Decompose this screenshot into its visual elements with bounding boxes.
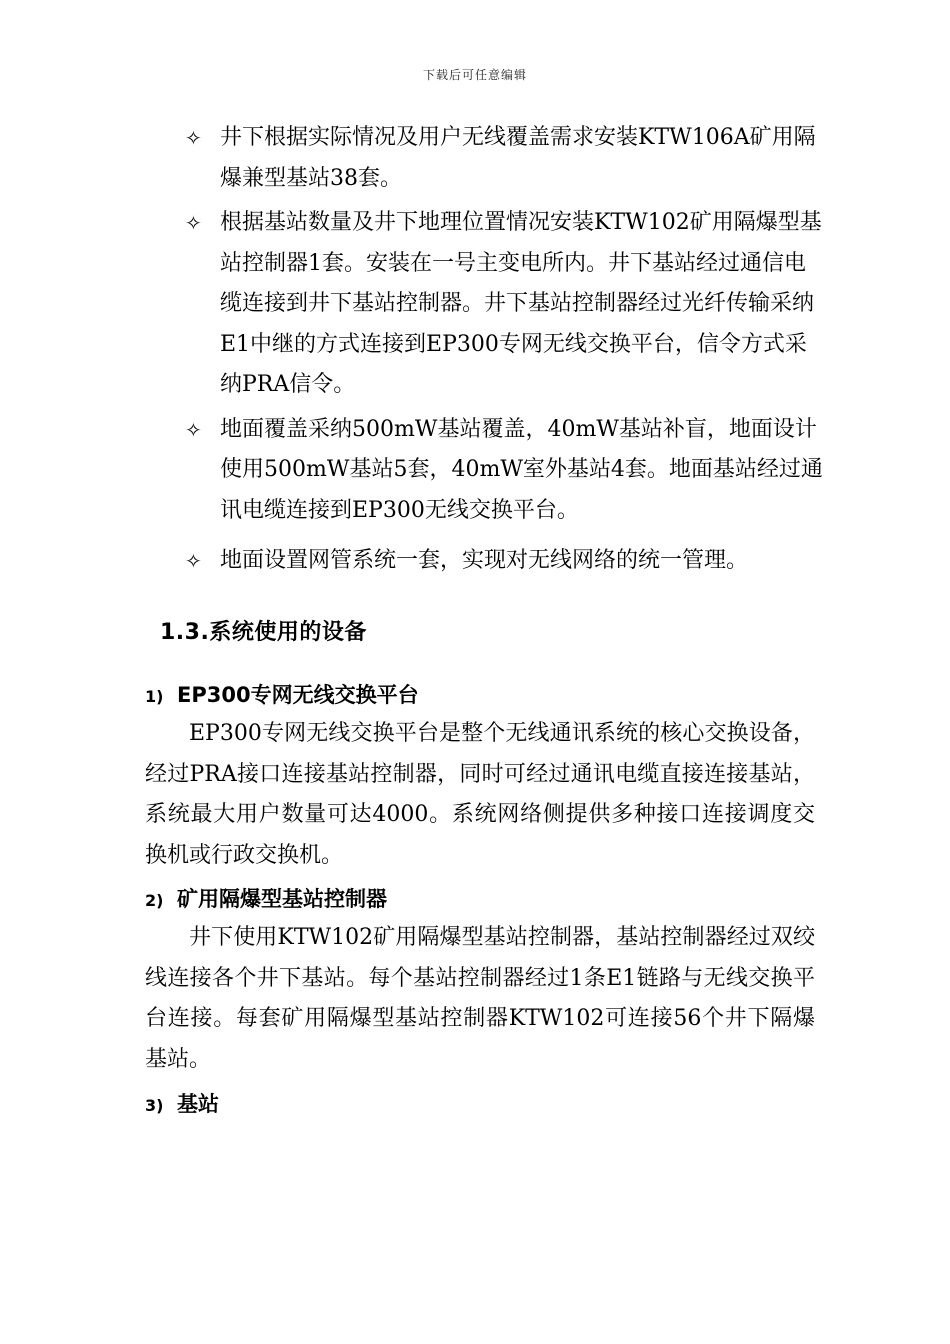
- subsection-number: 2): [145, 891, 164, 910]
- bullet-item: [185, 541, 825, 582]
- subsection-body: 井下使用KTW102矿用隔爆型基站控制器，基站控制器经过双绞线连接各个井下基站。每个基站控制器经过1条E1链路与无线交换平台连接。每套矿用隔爆型基站控制器KTW102可连接56个井下隔爆基站。: [145, 925, 815, 1072]
- diamond-star-icon: ✧: [185, 211, 202, 235]
- subsection-heading: [145, 1087, 815, 1123]
- section-heading: 1.3.系统使用的设备: [160, 620, 367, 645]
- bullet-item: [185, 410, 825, 532]
- bullet-text: 地面设置网管系统一套，实现对无线网络的统一管理。: [220, 548, 749, 573]
- bullet-text: 根据基站数量及井下地理位置情况安装KTW102矿用隔爆型基站控制器1套。安装在一号主变电所内。井下基站经过通信电缆连接到井下基站控制器。井下基站控制器经过光纤传输采纳E1中继的方式连接到EP300专网无线交换平台，信令方式采纳PRA信令。: [220, 210, 822, 397]
- bullet-item: [185, 118, 825, 199]
- bullet-text: 地面覆盖采纳500mW基站覆盖，40mW基站补盲，地面设计使用500mW基站5套，40mW室外基站4套。地面基站经过通讯电缆连接到EP300无线交换平台。: [220, 416, 823, 523]
- subsection-number: 1): [145, 687, 164, 706]
- subsection-title: EP300专网无线交换平台: [177, 683, 419, 707]
- subsection-title: 基站: [177, 1092, 219, 1116]
- subsection-heading: [145, 882, 815, 918]
- diamond-star-icon: ✧: [185, 417, 202, 442]
- subsection-body: EP300专网无线交换平台是整个无线通讯系统的核心交换设备，经过PRA接口连接基站控制器，同时可经过通讯电缆直接连接基站，系统最大用户数量可达4000。系统网络侧提供多种接口连接调度交换机或行政交换机。: [145, 721, 815, 868]
- subsection-ep300: [145, 678, 815, 876]
- diamond-star-icon: ✧: [185, 126, 202, 150]
- subsection-base-station-controller: [145, 882, 815, 1080]
- diamond-star-icon: ✧: [185, 549, 202, 573]
- bullet-item: [185, 203, 825, 406]
- page-header-note: 下载后可任意编辑: [422, 68, 527, 82]
- subsection-number: 3): [145, 1096, 164, 1115]
- subsection-title: 矿用隔爆型基站控制器: [177, 887, 387, 911]
- subsection-heading: [145, 678, 815, 714]
- bullet-text: 井下根据实际情况及用户无线覆盖需求安装KTW106A矿用隔爆兼型基站38套。: [220, 125, 816, 191]
- requirements-bullet-list: [185, 118, 825, 586]
- subsection-base-station: [145, 1087, 815, 1123]
